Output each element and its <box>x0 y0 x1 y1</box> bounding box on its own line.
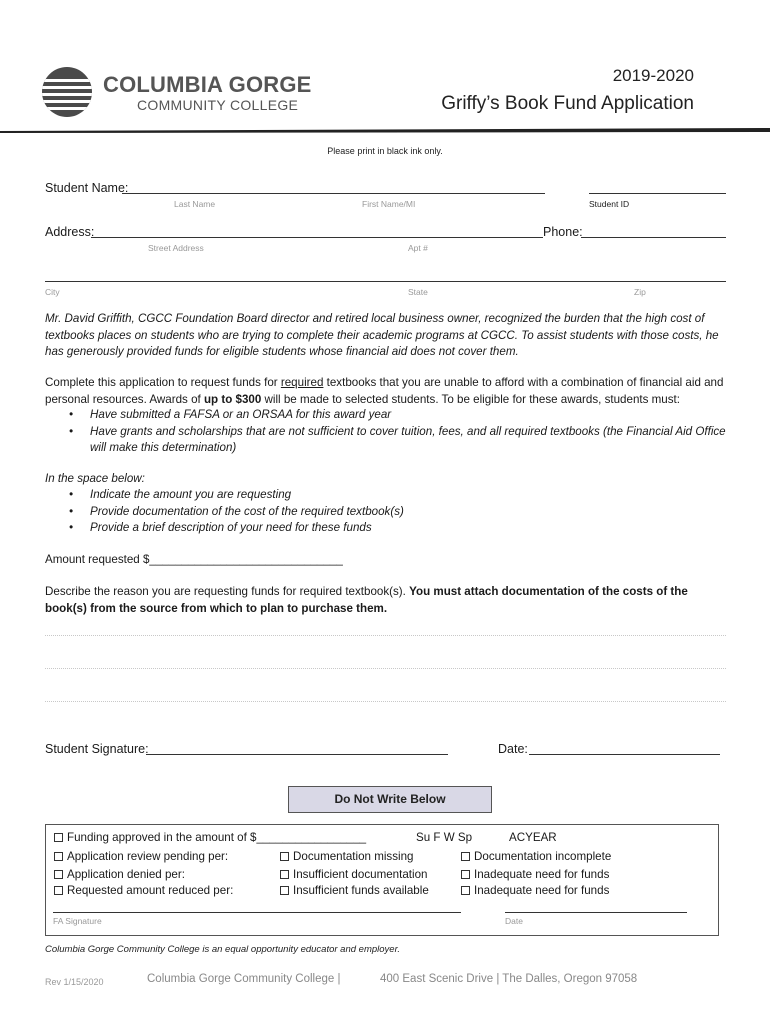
list-item: • Provide a brief description of your need for these funds <box>45 520 730 537</box>
description-line[interactable] <box>45 668 726 669</box>
description-line[interactable] <box>45 701 726 702</box>
checkbox-icon <box>461 886 470 895</box>
list-item: • Have submitted a FAFSA or an ORSAA for this award year <box>45 407 730 424</box>
eligibility-paragraph: Complete this application to request funds for required textbooks that you are unable to afford with a combination of financial aid and personal resources. Awards of up to $300 will be made to selected students. To be eligible for these awards, students must: <box>45 376 724 406</box>
checkbox-icon <box>54 886 63 895</box>
reduced-option[interactable]: Requested amount reduced per: <box>54 884 233 897</box>
student-id-caption: Student ID <box>589 199 630 209</box>
award-amount: up to $300 <box>203 392 262 406</box>
page-title: Griffy’s Book Fund Application <box>441 93 694 114</box>
city-state-zip-field[interactable] <box>45 281 726 282</box>
intro-paragraph: Mr. David Griffith, CGCC Foundation Board director and retired local business owner, recognized the burden that the high cost of textbooks places on students who are trying to complete their academic programs at CGCC. To assist students with those costs, he has generously provided funds for eligible students whose financial aid does not cover them. <box>45 312 719 358</box>
apt-caption: Apt # <box>408 243 428 253</box>
student-id-field[interactable] <box>589 193 726 194</box>
phone-field[interactable] <box>581 237 726 238</box>
insufficient-funds-option[interactable]: Insufficient funds available <box>280 884 429 897</box>
required-emphasis: required <box>280 376 324 389</box>
term-options: Su F W Sp <box>416 831 473 844</box>
describe-paragraph: Describe the reason you are requesting funds for required textbook(s). You must attach documentation of the costs of the book(s) from the source from which to plan to purchase them. <box>45 585 688 615</box>
amount-requested-field[interactable]: Amount requested $______________________________ <box>45 553 343 566</box>
address-field[interactable] <box>91 237 543 238</box>
student-name-label: Student Name: <box>45 181 129 195</box>
zip-caption: Zip <box>634 287 646 297</box>
address-label: Address: <box>45 225 95 239</box>
award-year: 2019-2020 <box>612 66 694 85</box>
student-name-field[interactable] <box>122 193 545 194</box>
logo-title: COLUMBIA GORGE <box>103 72 312 97</box>
fa-date-field[interactable] <box>505 912 687 913</box>
list-item: • Have grants and scholarships that are not sufficient to cover tuition, fees, and all required textbooks (the Financial Aid Office will make this determination) <box>45 424 730 457</box>
date-label: Date: <box>498 742 528 756</box>
checkbox-icon <box>461 852 470 861</box>
eligibility-list <box>45 407 730 457</box>
doc-missing-option[interactable]: Documentation missing <box>280 850 414 863</box>
space-below-heading: In the space below: <box>45 472 145 485</box>
checkbox-icon <box>461 870 470 879</box>
first-name-caption: First Name/MI <box>362 199 416 209</box>
documentation-requirement: You must attach documentation of the costs of the book(s) from the source from which to plan to purchase them. <box>45 585 688 615</box>
checkbox-icon <box>280 870 289 879</box>
doc-incomplete-option[interactable]: Documentation incomplete <box>461 850 611 863</box>
list-item: • Indicate the amount you are requesting <box>45 487 730 504</box>
funding-approved-option[interactable]: Funding approved in the amount of $_________________ <box>54 831 366 844</box>
last-name-caption: Last Name <box>174 199 216 209</box>
eeo-statement: Columbia Gorge Community College is an equal opportunity educator and employer. <box>45 944 401 955</box>
footer-address: 400 East Scenic Drive | The Dalles, Oregon 97058 <box>380 973 638 985</box>
acyear-label: ACYEAR <box>509 831 557 844</box>
city-caption: City <box>45 287 60 297</box>
checkbox-icon <box>54 870 63 879</box>
college-logo-icon <box>42 67 92 117</box>
list-item: • Provide documentation of the cost of the required textbook(s) <box>45 504 730 521</box>
insufficient-doc-option[interactable]: Insufficient documentation <box>280 868 428 881</box>
office-use-banner: Do Not Write Below <box>288 786 492 813</box>
checkbox-icon <box>54 833 63 842</box>
office-use-box <box>45 824 719 936</box>
student-signature-label: Student Signature: <box>45 742 149 756</box>
signature-date-field[interactable] <box>529 754 720 755</box>
space-below-list <box>45 487 730 537</box>
footer-college: Columbia Gorge Community College | <box>147 973 341 985</box>
student-signature-field[interactable] <box>146 754 448 755</box>
inadequate-need-option[interactable]: Inadequate need for funds <box>461 868 609 881</box>
fa-signature-field[interactable] <box>53 912 461 913</box>
state-caption: State <box>408 287 428 297</box>
header-divider <box>0 128 770 134</box>
fa-date-caption: Date <box>505 916 523 926</box>
denied-option[interactable]: Application denied per: <box>54 868 185 881</box>
print-instruction: Please print in black ink only. <box>327 146 443 156</box>
checkbox-icon <box>280 852 289 861</box>
phone-label: Phone: <box>543 225 583 239</box>
checkbox-icon <box>280 886 289 895</box>
description-line[interactable] <box>45 635 726 636</box>
street-address-caption: Street Address <box>148 243 204 253</box>
review-pending-option[interactable]: Application review pending per: <box>54 850 228 863</box>
fa-signature-caption: FA Signature <box>53 916 102 926</box>
logo-subtitle: COMMUNITY COLLEGE <box>137 97 299 113</box>
revision-date: Rev 1/15/2020 <box>45 977 104 987</box>
checkbox-icon <box>54 852 63 861</box>
inadequate-need-option-2[interactable]: Inadequate need for funds <box>461 884 609 897</box>
